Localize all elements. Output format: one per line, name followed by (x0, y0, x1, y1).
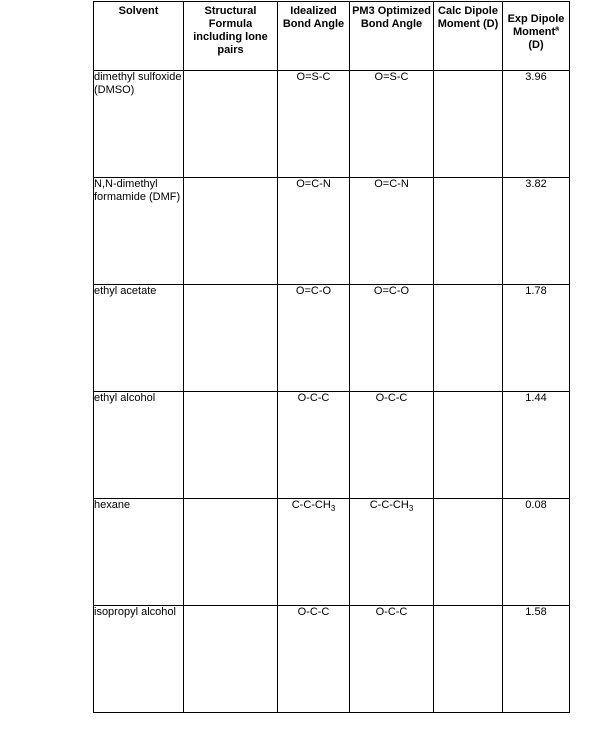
idealized-angle-cell (278, 499, 350, 606)
solvent-name-cell: ethyl alcohol (94, 392, 184, 499)
pm3-angle-cell (350, 499, 434, 606)
pm3-angle-cell: O=S-C (350, 71, 434, 178)
structural-formula-cell (184, 606, 278, 713)
pm3-angle-cell: O-C-C (350, 392, 434, 499)
pm3-angle-subscript: 3 (408, 504, 414, 514)
calc-dipole-cell (434, 285, 503, 392)
header-calc-dipole: Calc Dipole Moment (D) (434, 2, 503, 71)
table-row (94, 71, 570, 178)
structural-formula-cell (184, 71, 278, 178)
structural-formula-cell (184, 499, 278, 606)
pm3-angle-text: C-C-CH (369, 499, 409, 511)
pm3-angle-cell: O=C-N (350, 178, 434, 285)
table-row (94, 178, 570, 285)
exp-dipole-cell: 3.96 (503, 71, 570, 178)
exp-dipole-cell: 3.82 (503, 178, 570, 285)
idealized-angle-cell: O=S-C (278, 71, 350, 178)
idealized-angle-cell: O-C-C (278, 606, 350, 713)
exp-dipole-cell: 1.78 (503, 285, 570, 392)
table-row (94, 392, 570, 499)
calc-dipole-cell (434, 499, 503, 606)
structural-formula-cell (184, 178, 278, 285)
header-exp-dipole (503, 2, 570, 71)
table-row (94, 285, 570, 392)
solvent-name-cell: isopropyl alcohol (94, 606, 184, 713)
exp-dipole-cell: 1.58 (503, 606, 570, 713)
exp-dipole-cell: 1.44 (503, 392, 570, 499)
calc-dipole-cell (434, 178, 503, 285)
idealized-angle-cell: O=C-N (278, 178, 350, 285)
structural-formula-cell (184, 392, 278, 499)
header-idealized-angle: Idealized Bond Angle (278, 2, 350, 71)
calc-dipole-cell (434, 71, 503, 178)
header-structural-formula: Structural Formula including lone pairs (184, 2, 278, 71)
solvent-name-cell: dimethyl sulfoxide (DMSO) (94, 71, 184, 178)
solvent-name-cell: ethyl acetate (94, 285, 184, 392)
pm3-angle-cell: O=C-O (350, 285, 434, 392)
header-pm3-angle: PM3 Optimized Bond Angle (350, 2, 434, 71)
calc-dipole-cell (434, 392, 503, 499)
solvent-name-cell: N,N-dimethyl formamide (DMF) (94, 178, 184, 285)
table-row (94, 606, 570, 713)
header-exp-unit: (D) (528, 39, 544, 51)
exp-dipole-cell: 0.08 (503, 499, 570, 606)
solvent-dipole-table (93, 1, 570, 713)
solvent-name-cell: hexane (94, 499, 184, 606)
pm3-angle-cell: O-C-C (350, 606, 434, 713)
idealized-angle-cell: O=C-O (278, 285, 350, 392)
header-row (94, 2, 570, 71)
idealized-angle-subscript: 3 (330, 504, 336, 514)
idealized-angle-text: C-C-CH (291, 499, 331, 511)
structural-formula-cell (184, 285, 278, 392)
header-solvent: Solvent (94, 2, 184, 71)
table-row (94, 499, 570, 606)
header-exp-label: Exp Dipole Moment (507, 13, 565, 38)
idealized-angle-cell: O-C-C (278, 392, 350, 499)
calc-dipole-cell (434, 606, 503, 713)
header-exp-footnote: a (555, 25, 560, 33)
